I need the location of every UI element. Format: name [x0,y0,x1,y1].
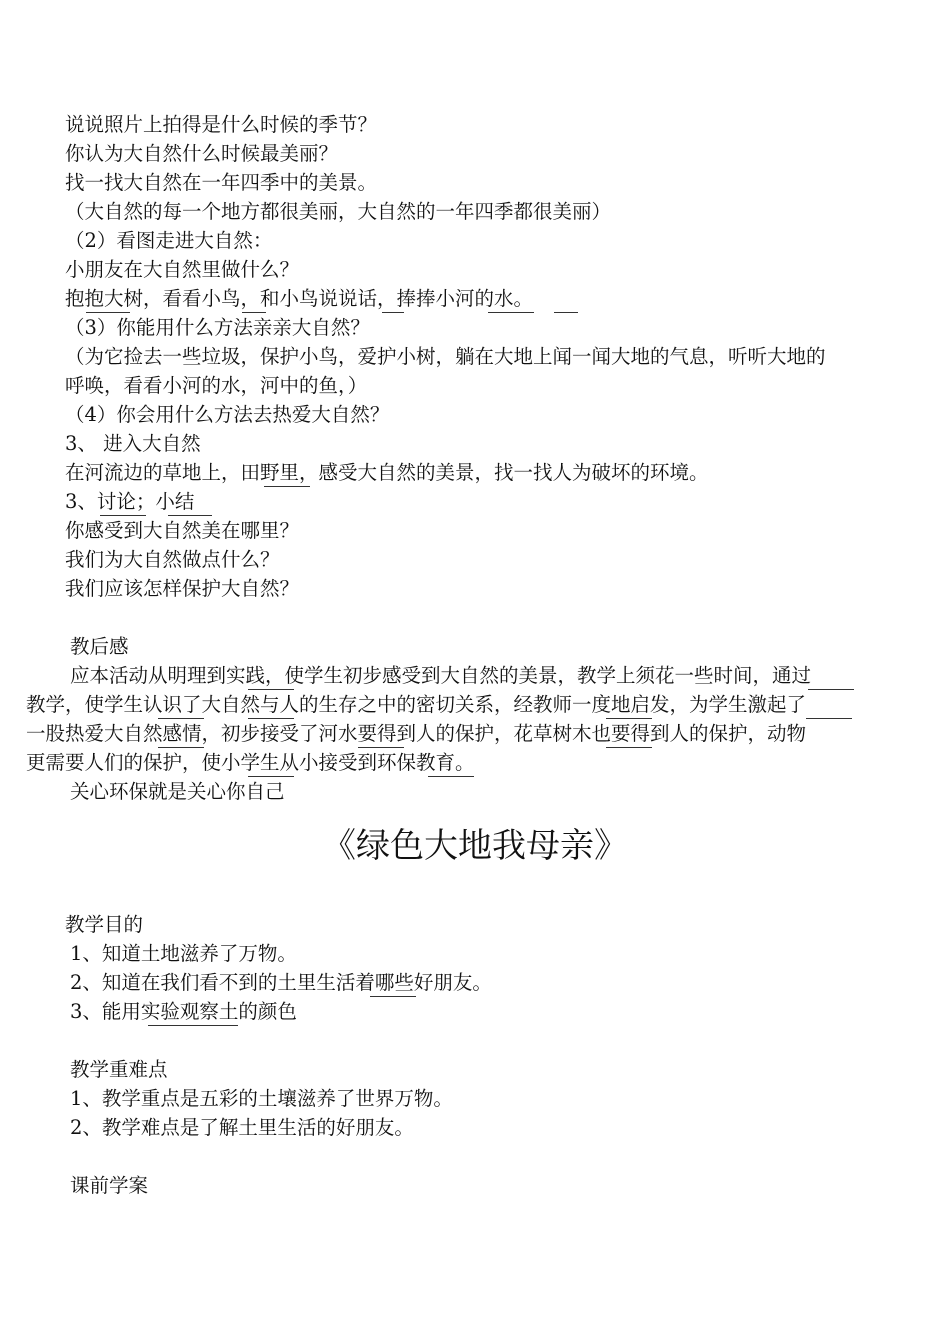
underline-mark [606,718,652,719]
list-item: 2、知道在我们看不到的土里生活着哪些好朋友。 [70,971,492,994]
section-heading: 课前学案 [70,1174,149,1197]
list-item: 3、能用实验观察土的颜色 [70,1000,297,1023]
text-line: 抱抱大树，看看小鸟，和小鸟说说话，捧捧小河的水。 [65,287,534,310]
text-line: 你感受到大自然美在哪里？ [65,519,300,542]
text-line: 找一找大自然在一年四季中的美景。 [65,171,378,194]
text-line: （2）看图走进大自然： [65,229,273,252]
text-line: 3、讨论；小结 [65,490,195,513]
underline-mark [158,718,204,719]
paragraph-line: 一股热爱大自然感情，初步接受了河水要得到人的保护，花草树木也要得到人的保护，动物 [26,722,807,745]
text-line: 你认为大自然什么时候最美丽？ [65,142,339,165]
lesson-title: 《绿色大地我母亲》 [322,826,628,866]
section-heading: 教学重难点 [70,1058,168,1081]
list-item: 1、知道土地滋养了万物。 [70,942,297,965]
underline-mark [158,747,204,748]
text-line: 我们应该怎样保护大自然？ [65,577,300,600]
text-line: 3、 进入大自然 [65,432,201,455]
underline-mark [168,515,212,516]
underline-mark [86,312,130,313]
list-item: 1、教学重点是五彩的土壤滋养了世界万物。 [70,1087,453,1110]
list-item: 2、教学难点是了解土里生活的好朋友。 [70,1116,414,1139]
text-line: （大自然的每一个地方都很美丽，大自然的一年四季都很美丽） [65,200,612,223]
text-line: （3）你能用什么方法亲亲大自然？ [65,316,370,339]
underline-mark [100,515,146,516]
underline-mark [248,776,294,777]
text-line: 在河流边的草地上，田野里，感受大自然的美景，找一找人为破坏的环境。 [65,461,709,484]
text-line: （为它捡去一些垃圾，保护小鸟，爱护小树，躺在大地上闻一闻大地的气息，听听大地的 [65,345,826,368]
underline-mark [382,312,404,313]
paragraph-line: 教学，使学生认识了大自然与人的生存之中的密切关系，经教师一度地启发，为学生激起了 [26,693,807,716]
underline-mark [248,718,294,719]
text-line: 小朋友在大自然里做什么？ [65,258,300,281]
underline-mark [370,996,416,997]
underline-mark [606,747,652,748]
section-heading: 教学目的 [65,913,144,936]
underline-mark [554,312,578,313]
underline-mark [488,312,534,313]
text-line: （4）你会用什么方法去热爱大自然？ [65,403,390,426]
underline-mark [242,312,266,313]
text-line: 呼唤，看看小河的水，河中的鱼，） [65,374,368,397]
underline-mark [148,1025,238,1026]
text-line: 说说照片上拍得是什么时候的季节？ [65,113,378,136]
underline-mark [806,718,852,719]
underline-mark [358,747,404,748]
paragraph-line: 更需要人们的保护，使小学生从小接受到环保教育。 [26,751,475,774]
underline-mark [808,689,854,690]
text-line: 我们为大自然做点什么？ [65,548,280,571]
text-line: 关心环保就是关心你自己 [70,780,285,803]
underline-mark [428,776,474,777]
section-heading: 教后感 [70,635,129,658]
underline-mark [248,689,294,690]
paragraph-line: 应本活动从明理到实践，使学生初步感受到大自然的美景，教学上须花一些时间，通过 [70,664,812,687]
underline-mark [264,486,310,487]
